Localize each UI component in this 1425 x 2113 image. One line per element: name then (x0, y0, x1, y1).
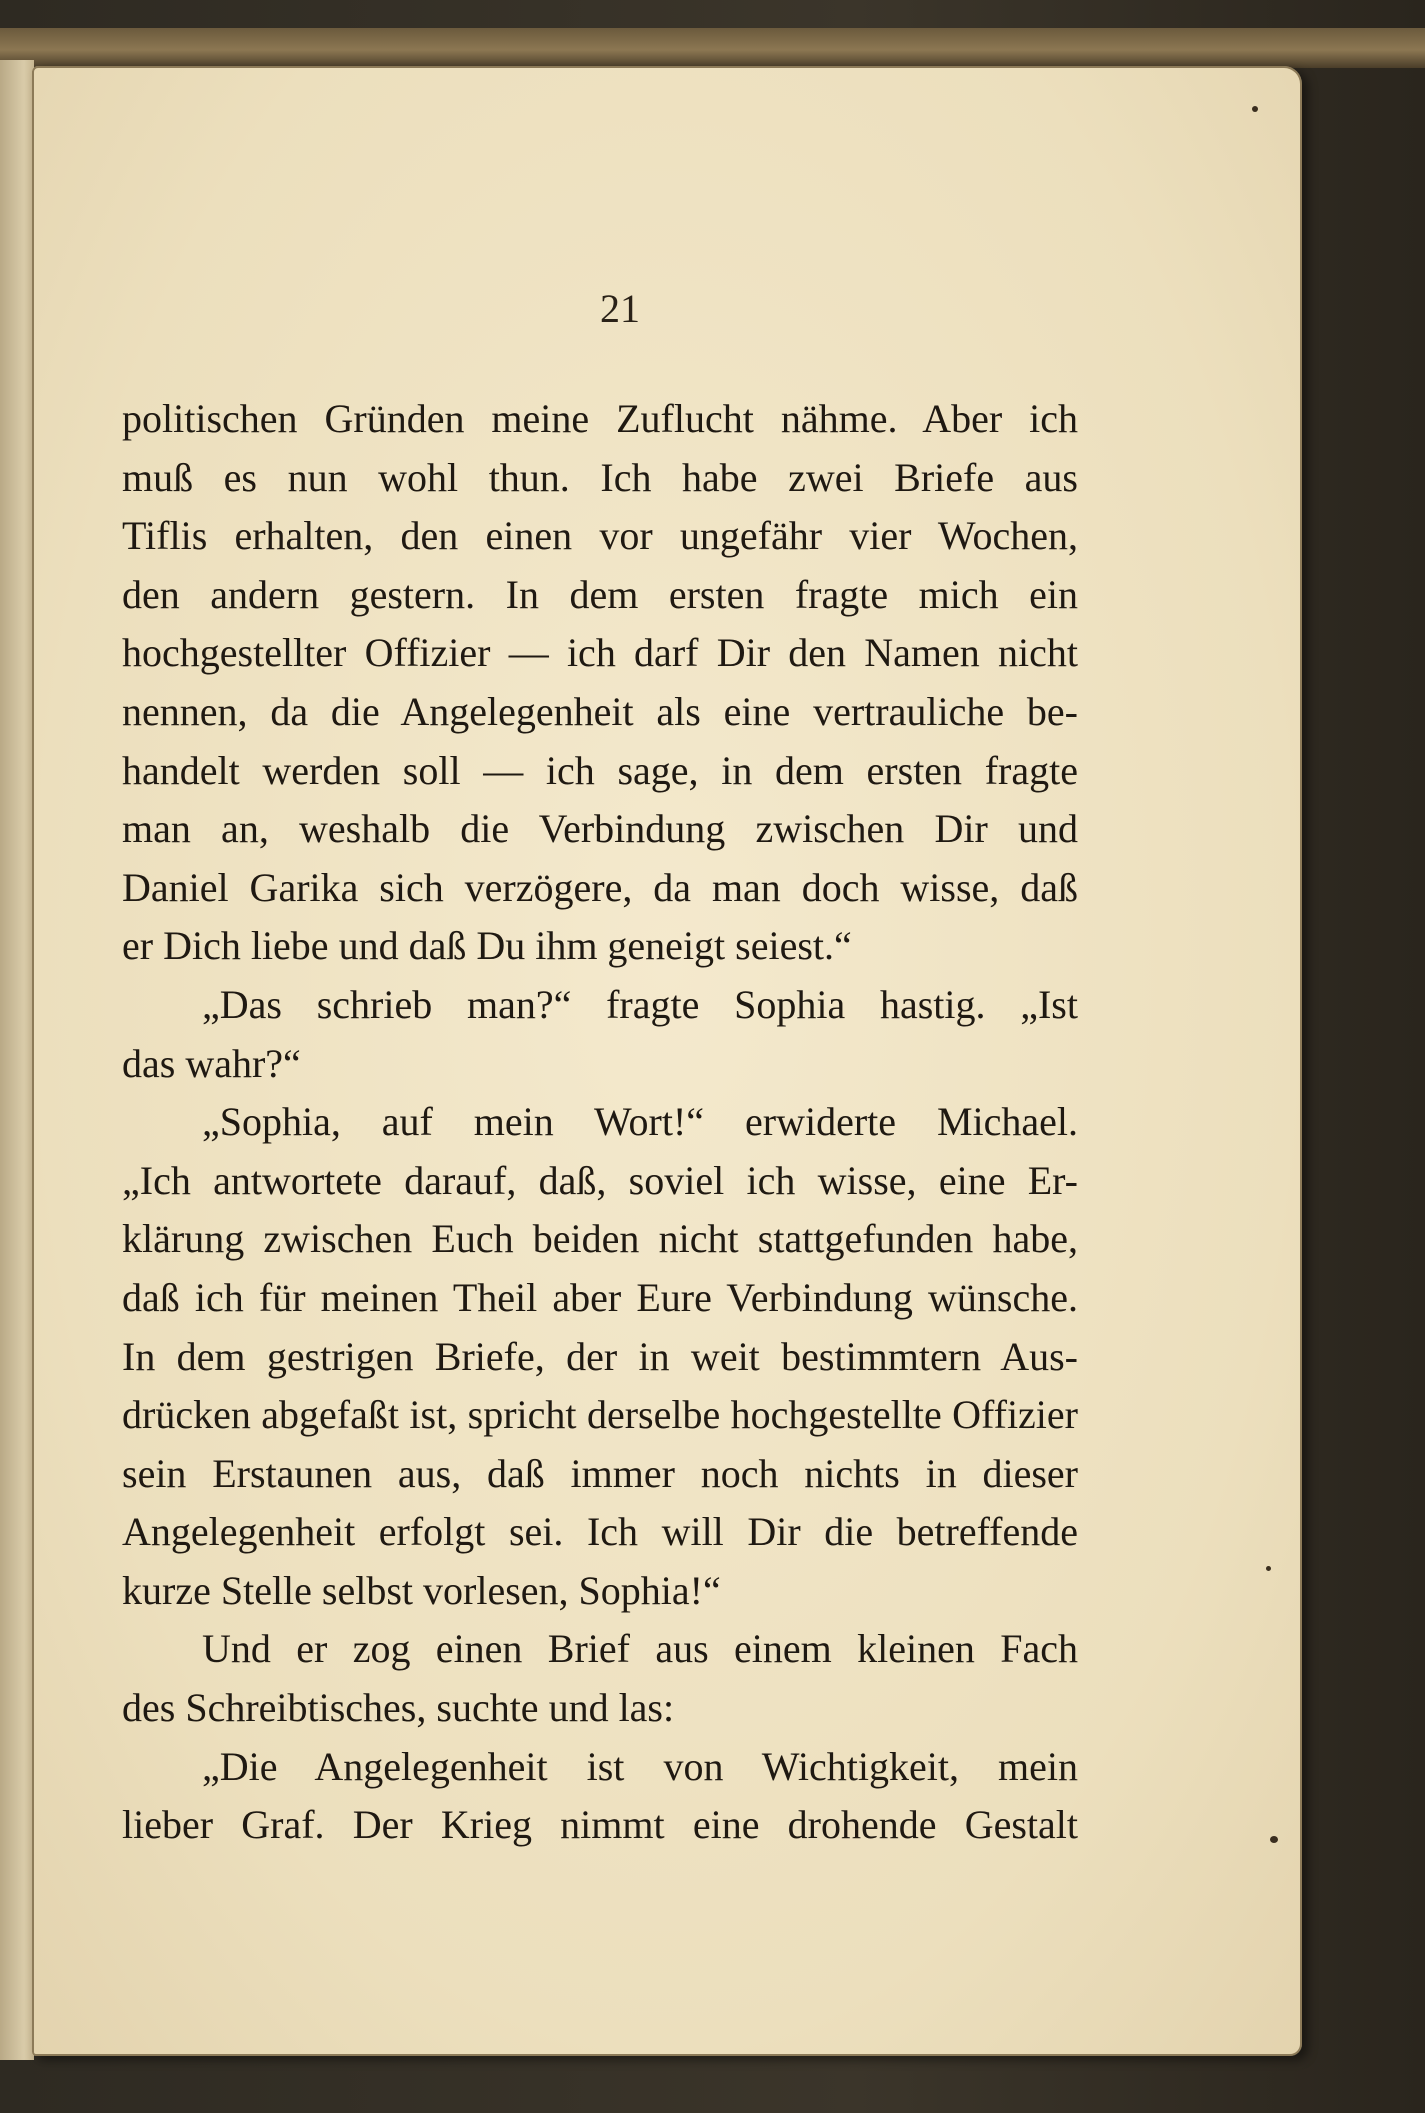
text-line: In dem gestrigen Briefe, der in weit bestimmtern Aus- (122, 1333, 1078, 1379)
text-line: daß ich für meinen Theil aber Eure Verbindung wünsche. (122, 1274, 1078, 1320)
text-line: des Schreibtisches, suchte und las: (122, 1685, 675, 1731)
text-line: nennen, da die Angelegenheit als eine vertrauliche be- (122, 688, 1078, 734)
text-line: hochgestellter Offizier — ich darf Dir den Namen nicht (122, 630, 1078, 676)
text-line: „Das schrieb man?“ fragte Sophia hastig. „Ist (202, 981, 1078, 1027)
book-top-edge (0, 28, 1425, 68)
text-line: man an, weshalb die Verbindung zwischen Dir und (122, 806, 1078, 852)
text-line: kurze Stelle selbst vorlesen, Sophia!“ (122, 1567, 721, 1613)
book-gutter (0, 60, 34, 2060)
text-line: handelt werden soll — ich sage, in dem ersten fragte (122, 747, 1078, 793)
text-line: den andern gestern. In dem ersten fragte mich ein (122, 571, 1078, 617)
paper-speck (1270, 1836, 1278, 1843)
text-line: sein Erstaunen aus, daß immer noch nichts in dieser (122, 1450, 1078, 1496)
text-line: das wahr?“ (122, 1040, 301, 1086)
text-line: lieber Graf. Der Krieg nimmt eine drohende Gestalt (122, 1802, 1078, 1848)
text-line: Daniel Garika sich verzögere, da man doch wisse, daß (122, 864, 1078, 910)
text-line: politischen Gründen meine Zuflucht nähme. Aber ich (122, 396, 1078, 441)
text-line: „Die Angelegenheit ist von Wichtigkeit, mein (202, 1743, 1078, 1789)
page-number: 21 (600, 286, 640, 331)
text-line: „Ich antwortete darauf, daß, soviel ich wisse, eine Er- (122, 1157, 1078, 1203)
text-line: „Sophia, auf mein Wort!“ erwiderte Michael. (202, 1099, 1078, 1145)
text-line: drücken abgefaßt ist, spricht derselbe hochgestellte Offizier (122, 1392, 1078, 1438)
text-line: er Dich liebe und daß Du ihm geneigt seiest.“ (122, 923, 852, 969)
text-line: muß es nun wohl thun. Ich habe zwei Briefe aus (122, 454, 1078, 500)
body-text (122, 390, 1078, 1855)
text-line: klärung zwischen Euch beiden nicht stattgefunden habe, (122, 1216, 1078, 1262)
paper-speck (1266, 1566, 1271, 1571)
text-line: Und er zog einen Brief aus einem kleinen Fach (202, 1626, 1078, 1672)
text-line: Angelegenheit erfolgt sei. Ich will Dir die betreffende (122, 1509, 1078, 1555)
text-line: Tiflis erhalten, den einen vor ungefähr vier Wochen, (122, 513, 1078, 559)
paper-speck (1252, 106, 1258, 112)
